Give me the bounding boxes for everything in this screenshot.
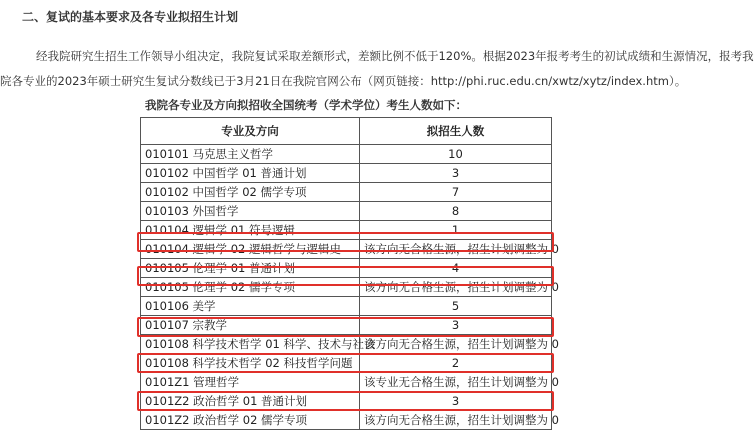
major-cell: 010103 外国哲学 — [141, 202, 360, 221]
paragraph-line-2: 院各专业的2023年硕士研究生复试分数线已于3月21日在我院官网公布（网页链接：http://phi.ruc.edu.cn/xwtz/xytz/index.htm）。 — [0, 74, 687, 88]
plan-cell: 该方向无合格生源，招生计划调整为 0 — [360, 278, 552, 297]
major-cell: 010104 逻辑学 02 逻辑哲学与逻辑史 — [141, 240, 360, 259]
table-row — [141, 259, 552, 278]
major-cell: 010104 逻辑学 01 符号逻辑 — [141, 221, 360, 240]
plan-cell: 3 — [360, 316, 552, 335]
plan-cell: 1 — [360, 221, 552, 240]
major-cell: 010105 伦理学 02 儒学专项 — [141, 278, 360, 297]
plan-cell: 2 — [360, 354, 552, 373]
major-cell: 010105 伦理学 01 普通计划 — [141, 259, 360, 278]
table-row — [141, 411, 552, 430]
plan-cell: 该方向无合格生源，招生计划调整为 0 — [360, 240, 552, 259]
table-row — [141, 202, 552, 221]
table-row — [141, 316, 552, 335]
major-cell: 010102 中国哲学 01 普通计划 — [141, 164, 360, 183]
plan-cell: 该方向无合格生源，招生计划调整为 0 — [360, 411, 552, 430]
intro-paragraph — [0, 44, 754, 94]
table-row — [141, 354, 552, 373]
section-heading: 二、复试的基本要求及各专业拟招生计划 — [22, 10, 239, 24]
enrollment-plan-table — [140, 117, 559, 430]
table-row — [141, 240, 552, 259]
plan-cell: 该专业无合格生源，招生计划调整为 0 — [360, 373, 552, 392]
plan-cell: 5 — [360, 297, 552, 316]
table-row — [141, 335, 552, 354]
paragraph-line-1: 经我院研究生招生工作领导小组决定，我院复试采取差额形式，差额比例不低于120%。根据2023年报考考生的初试成绩和生源情况，报考我 — [36, 49, 754, 63]
table-row — [141, 164, 552, 183]
major-cell: 010101 马克思主义哲学 — [141, 145, 360, 164]
table-row — [141, 145, 552, 164]
table-row — [141, 221, 552, 240]
table-caption: 我院各专业及方向拟招收全国统考（学术学位）考生人数如下： — [145, 98, 467, 112]
major-cell: 0101Z2 政治哲学 01 普通计划 — [141, 392, 360, 411]
major-cell: 0101Z1 管理哲学 — [141, 373, 360, 392]
major-cell: 0101Z2 政治哲学 02 儒学专项 — [141, 411, 360, 430]
table-row — [141, 373, 552, 392]
plan-cell: 3 — [360, 164, 552, 183]
plan-cell: 8 — [360, 202, 552, 221]
table-row — [141, 183, 552, 202]
header-plan: 拟招生人数 — [360, 118, 552, 145]
major-cell: 010108 科学技术哲学 01 科学、技术与社会 — [141, 335, 360, 354]
header-major: 专业及方向 — [141, 118, 360, 145]
major-cell: 010106 美学 — [141, 297, 360, 316]
plan-cell: 10 — [360, 145, 552, 164]
table-row — [141, 278, 552, 297]
major-cell: 010108 科学技术哲学 02 科技哲学问题 — [141, 354, 360, 373]
major-cell: 010107 宗教学 — [141, 316, 360, 335]
plan-cell: 该方向无合格生源，招生计划调整为 0 — [360, 335, 552, 354]
table-header-row — [141, 118, 552, 145]
plan-cell: 4 — [360, 259, 552, 278]
plan-cell: 3 — [360, 392, 552, 411]
table-row — [141, 392, 552, 411]
plan-cell: 7 — [360, 183, 552, 202]
major-cell: 010102 中国哲学 02 儒学专项 — [141, 183, 360, 202]
table-row — [141, 297, 552, 316]
